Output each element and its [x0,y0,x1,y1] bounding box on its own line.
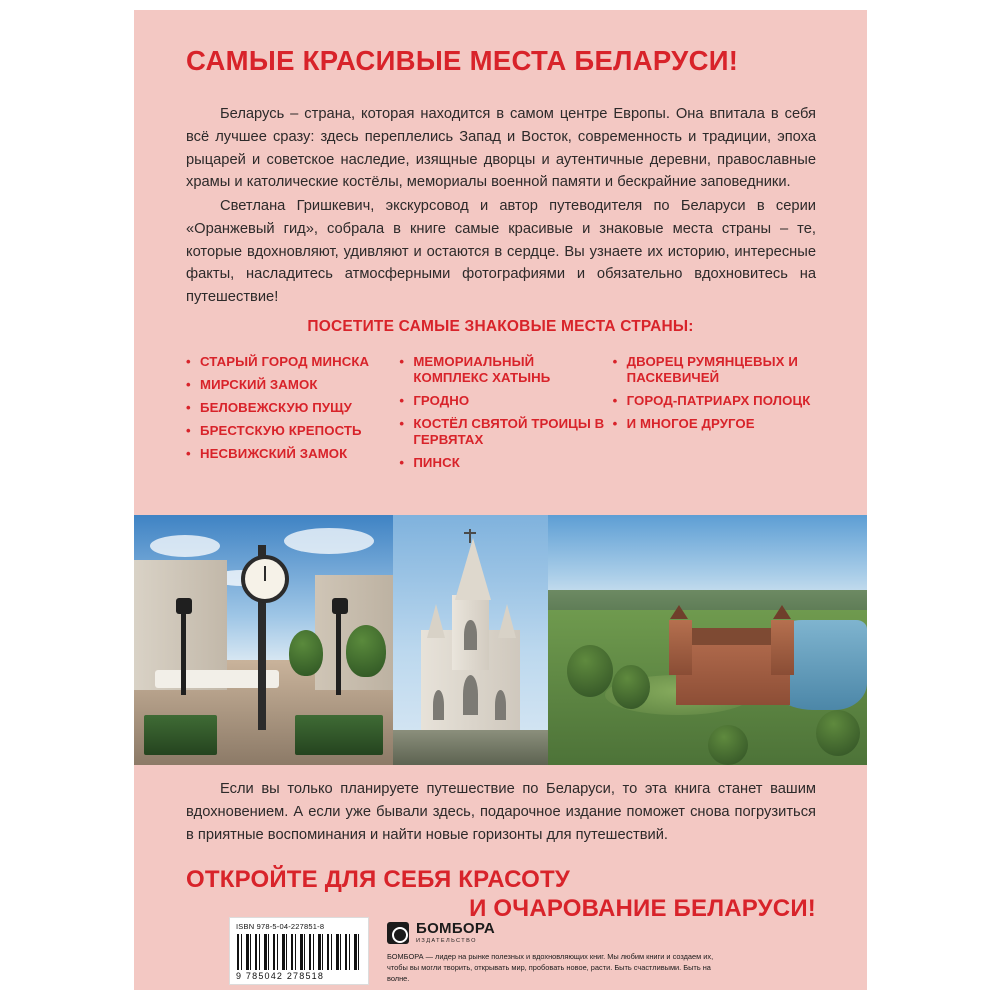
list-item: • НЕСВИЖСКИЙ ЗАМОК [186,446,399,462]
closing-paragraph [186,778,816,846]
hedge [295,715,383,755]
cross-icon [469,529,471,543]
list-item: • ГРОДНО [399,393,612,409]
church-spire [455,538,491,600]
photo-gothic-church [393,515,548,765]
section-subheading: ПОСЕТИТЕ САМЫЕ ЗНАКОВЫЕ МЕСТА СТРАНЫ: [307,318,694,335]
highlights-column-2 [399,354,612,479]
list-item: • ПИНСК [399,455,612,471]
tree [567,645,613,697]
cover-footer [134,915,867,990]
publisher-subtitle: ИЗДАТЕЛЬСТВО [416,938,477,944]
tagline-line-1: ОТКРОЙТЕ ДЛЯ СЕБЯ КРАСОТУ [186,866,570,893]
list-item: • ДВОРЕЦ РУМЯНЦЕВЫХ И ПАСКЕВИЧЕЙ [613,354,826,386]
castle-tower-roof [773,605,791,619]
highlights-column-1 [186,354,399,479]
intro-paragraph-2 [186,195,816,309]
list-item: • ГОРОД-ПАТРИАРХ ПОЛОЦК [613,393,826,409]
tree [346,625,386,677]
castle-tower-roof [670,605,688,619]
highlights-list-group [186,354,826,479]
intro-paragraph-1 [186,103,816,194]
tagline-line-2: И ОЧАРОВАНИЕ БЕЛАРУСИ! [469,895,816,923]
isbn-label: ISBN 978-5-04-227851-8 [236,922,325,931]
publisher-logo [387,921,495,944]
page-title: САМЫЕ КРАСИВЫЕ МЕСТА БЕЛАРУСИ! [186,45,739,76]
photo-mir-castle [548,515,867,765]
lamp-head [176,598,192,614]
window [433,690,444,720]
cover-panel [134,10,867,990]
publisher-blurb: БОМБОРА — лидер на рынке полезных и вдохновляющих книг. Мы любим книги и создаем их, чтобы вы могли творить, открывать мир, пробовать новое, расти. Быть счастливыми. Быть на волне. [387,952,714,984]
list-item: • И МНОГОЕ ДРУГОЕ [613,416,826,432]
window [463,675,479,715]
side-spire [427,604,445,638]
window [464,620,476,650]
list-item: • МЕМОРИАЛЬНЫЙ КОМПЛЕКС ХАТЫНЬ [399,354,612,386]
hedge [144,715,217,755]
window [495,690,506,720]
cloud [284,528,374,554]
barcode-bars [237,934,363,970]
castle-tower [669,620,691,675]
paragraph-text: Беларусь – страна, которая находится в самом центре Европы. Она впитала в себя всё лучшее сразу: здесь переплелись Запад и Восток, современность и традиции, эпоха рыцарей и советское наследие, изящные дворцы и аутентичные деревни, православные храмы и католические костёлы, мемориалы военной памяти и бескрайние заповедники. [186,106,816,191]
paragraph-text: Если вы только планируете путешествие по Беларуси, то эта книга станет вашим вдохновением. А если уже бывали здесь, подарочное издание поможет снова погрузиться в приятные воспоминания и найти новые горизонты для путешествий. [186,781,816,843]
bombora-mark-icon [387,922,409,944]
photo-city-square [134,515,393,765]
ean-number: 9 785042 278518 [236,971,325,981]
tree [708,725,748,765]
tree [612,665,650,709]
tree [816,710,860,756]
side-spire [498,604,516,638]
barcode [229,917,369,985]
lamp-post [336,605,341,695]
tree [289,630,323,676]
paragraph-text: Светлана Гришкевич, экскурсовод и автор путеводителя по Беларуси в серии «Оранжевый гид», собрала в книге самые красивые и знаковые места страны – те, которые вдохновляют, удивляют и остаются в сердце. Вы узнаете их историю, интересные факты, насладитесь атмосферными фотографиями и обязательно вдохновитесь на путешествие! [186,198,816,306]
highlights-column-3 [613,354,826,479]
lamp-head [332,598,348,614]
photo-strip [134,515,867,765]
list-item: • БРЕСТСКУЮ КРЕПОСТЬ [186,423,399,439]
list-item: • СТАРЫЙ ГОРОД МИНСКА [186,354,399,370]
castle-tower [771,620,793,675]
sky [548,515,867,600]
lamp-post [181,605,186,695]
list-item: • МИРСКИЙ ЗАМОК [186,377,399,393]
list-item: • КОСТЁЛ СВЯТОЙ ТРОИЦЫ В ГЕРВЯТАХ [399,416,612,448]
cloud [150,535,220,557]
publisher-name: БОМБОРА [416,920,496,937]
list-item: • БЕЛОВЕЖСКУЮ ПУЩУ [186,400,399,416]
ground [393,730,548,765]
